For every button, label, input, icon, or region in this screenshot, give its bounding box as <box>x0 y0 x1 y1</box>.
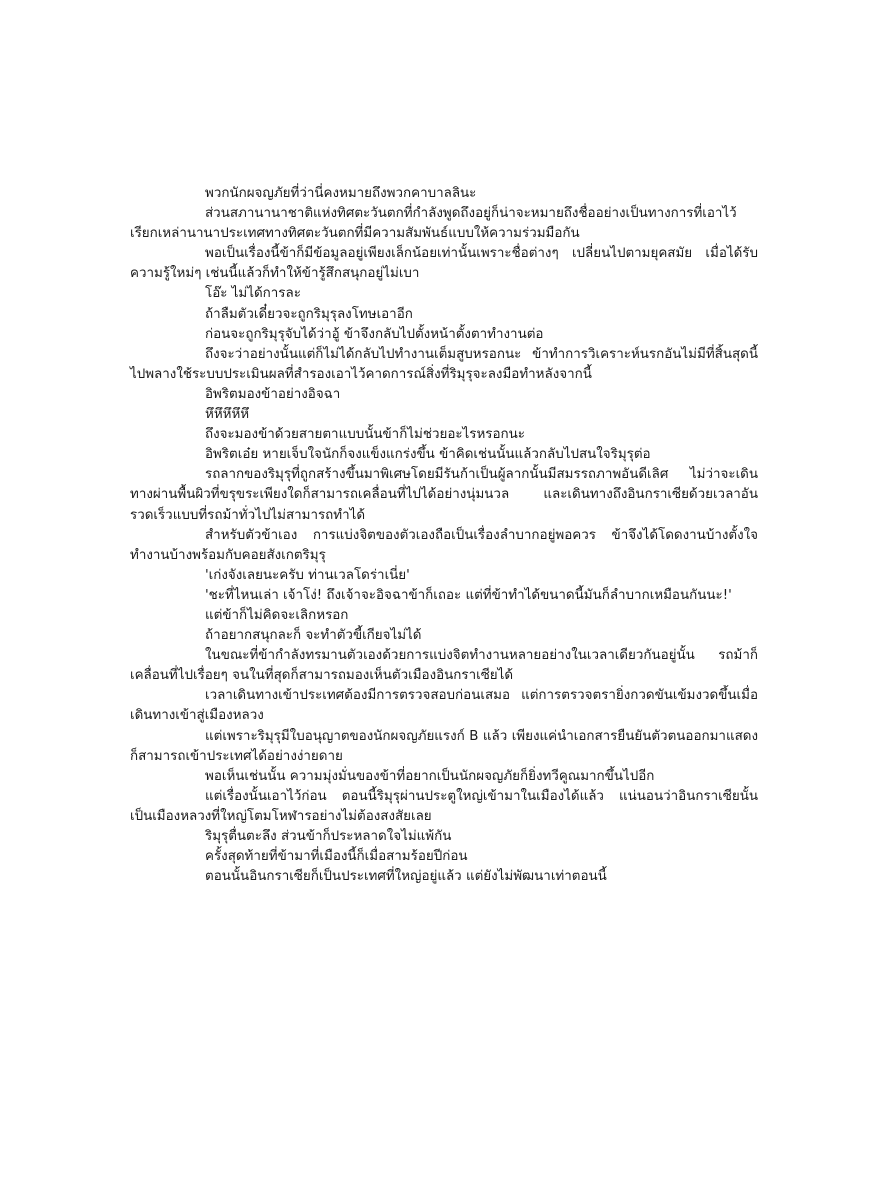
paragraph: ส่วนสภานานาชาติแห่งทิศตะวันตกที่กำลังพูดถึงอยู่ก็น่าจะหมายถึงชื่ออย่างเป็นทางการที่เอาไว้เรียกเหล่านานาประเทศทางทิศตะวันตกที่มีความสัมพันธ์แบบให้ความร่วมมือกัน <box>130 206 737 242</box>
paragraph: ในขณะที่ข้ากำลังทรมานตัวเองด้วยการแบ่งจิตทำงานหลายอย่างในเวลาเดียวกันอยู่นั้น รถม้าก็เคลื่อนที่ไปเรื่อยๆ จนในที่สุดก็สามารถมองเห็นตัวเมืองอินกราเซียได้ <box>130 648 758 684</box>
paragraph: พวกนักผจญภัยที่ว่านี่คงหมายถึงพวกคาบาลลินะ <box>205 186 477 201</box>
paragraph: รถลากของริมุรุที่ถูกสร้างขึ้นมาพิเศษโดยมีรันก้าเป็นผู้ลากนั้นมีสมรรถภาพอันดีเลิศ ไม่ว่าจะเดินทางผ่านพื้นผิวที่ขรุขระเพียงใดก็สามารถเคลื่อนที่ไปได้อย่างนุ่มนวล และเดินทางถึงอินกราเซียด้วยเวลาอันรวดเร็วแบบที่รถม้าทั่วไปไม่สามารถทำได้ <box>130 467 758 523</box>
paragraph: พอเป็นเรื่องนี้ข้าก็มีข้อมูลอยู่เพียงเล็กน้อยเท่านั้นเพราะชื่อต่างๆ เปลี่ยนไปตามยุคสมัย เมื่อได้รับความรู้ใหม่ๆ เช่นนี้แล้วก็ทำให้ข้ารู้สึกสนุกอยู่ไม่เบา <box>130 246 758 282</box>
paragraph: ถึงจะว่าอย่างนั้นแต่ก็ไม่ได้กลับไปทำงานเต็มสูบหรอกนะ ข้าทำการวิเคราะห์นรกอันไม่มีที่สิ้นสุดนี้ไปพลางใช้ระบบประเมินผลที่สำรองเอาไว้คาดการณ์สิ่งที่ริมุรุจะลงมือทำหลังจากนี้ <box>130 346 758 382</box>
paragraph: หึหึหึหึหึ <box>205 407 250 423</box>
paragraph: 'ชะที่ไหนเล่า เจ้าโง่! ถึงเจ้าจะอิจฉาข้าก็เถอะ แต่ที่ข้าทำได้ขนาดนี้มันก็ลำบากเหมือนกันนะ!' <box>205 587 732 603</box>
paragraph: ถึงจะมองข้าด้วยสายตาแบบนั้นข้าก็ไม่ช่วยอะไรหรอกนะ <box>205 427 525 443</box>
paragraph: แต่เพราะริมุรุมีใบอนุญาตของนักผจญภัยแรงก์ B แล้ว เพียงแค่นำเอกสารยืนยันตัวตนออกมาแสดงก็สามารถเข้าประเทศได้อย่างง่ายดาย <box>130 728 758 764</box>
paragraph: ครั้งสุดท้ายที่ข้ามาที่เมืองนี้ก็เมื่อสามร้อยปีก่อน <box>205 849 468 865</box>
paragraph: แต่ข้าก็ไม่คิดจะเลิกหรอก <box>205 607 349 623</box>
paragraph: ถ้าอยากสนุกละก็ จะทำตัวขี้เกียจไม่ได้ <box>205 628 422 644</box>
paragraph: สำหรับตัวข้าเอง การแบ่งจิตของตัวเองถือเป็นเรื่องลำบากอยู่พอควร ข้าจึงได้โดดงานบ้างตั้งใจทำงานบ้างพร้อมกับคอยสังเกตริมุรุ <box>130 527 758 563</box>
paragraph: เวลาเดินทางเข้าประเทศต้องมีการตรวจสอบก่อนเสมอ แต่การตรวจตรายิ่งกวดขันเข้มงวดขึ้นเมื่อเดินทางเข้าสู่เมืองหลวง <box>130 688 758 724</box>
document-body <box>130 184 758 887</box>
paragraph: แต่เรื่องนั้นเอาไว้ก่อน ตอนนี้ริมุรุผ่านประตูใหญ่เข้ามาในเมืองได้แล้ว แน่นอนว่าอินกราเซียนั้นเป็นเมืองหลวงที่ใหญ่โตมโหฬารอย่างไม่ต้องสงสัยเลย <box>130 788 758 824</box>
paragraph: อิพริตมองข้าอย่างอิจฉา <box>205 386 341 402</box>
paragraph: ถ้าลืมตัวเดี๋ยวจะถูกริมุรุลงโทษเอาอีก <box>205 306 413 322</box>
paragraph: พอเห็นเช่นนั้น ความมุ่งมั่นของข้าที่อยากเป็นนักผจญภัยก็ยิ่งทวีคูณมากขึ้นไปอีก <box>205 768 655 784</box>
paragraph: ก่อนจะถูกริมุรุจับได้ว่าอู้ ข้าจึงกลับไปตั้งหน้าตั้งตาทำงานต่อ <box>205 326 544 342</box>
paragraph: ตอนนั้นอินกราเซียก็เป็นประเทศที่ใหญ่อยู่แล้ว แต่ยังไม่พัฒนาเท่าตอนนี้ <box>205 869 607 885</box>
paragraph: ริมุรุตื่นตะลึง ส่วนข้าก็ประหลาดใจไม่แพ้กัน <box>205 829 452 844</box>
paragraph: 'เก่งจังเลยนะครับ ท่านเวลโดร่าเนี่ย' <box>205 567 410 583</box>
paragraph: โอ๊ะ ไม่ได้การละ <box>205 286 301 302</box>
paragraph: อิพริตเอ๋ย หายเจ็บใจนักก็จงแข็งแกร่งขึ้น ข้าคิดเช่นนั้นแล้วกลับไปสนใจริมุรุต่อ <box>205 447 651 463</box>
